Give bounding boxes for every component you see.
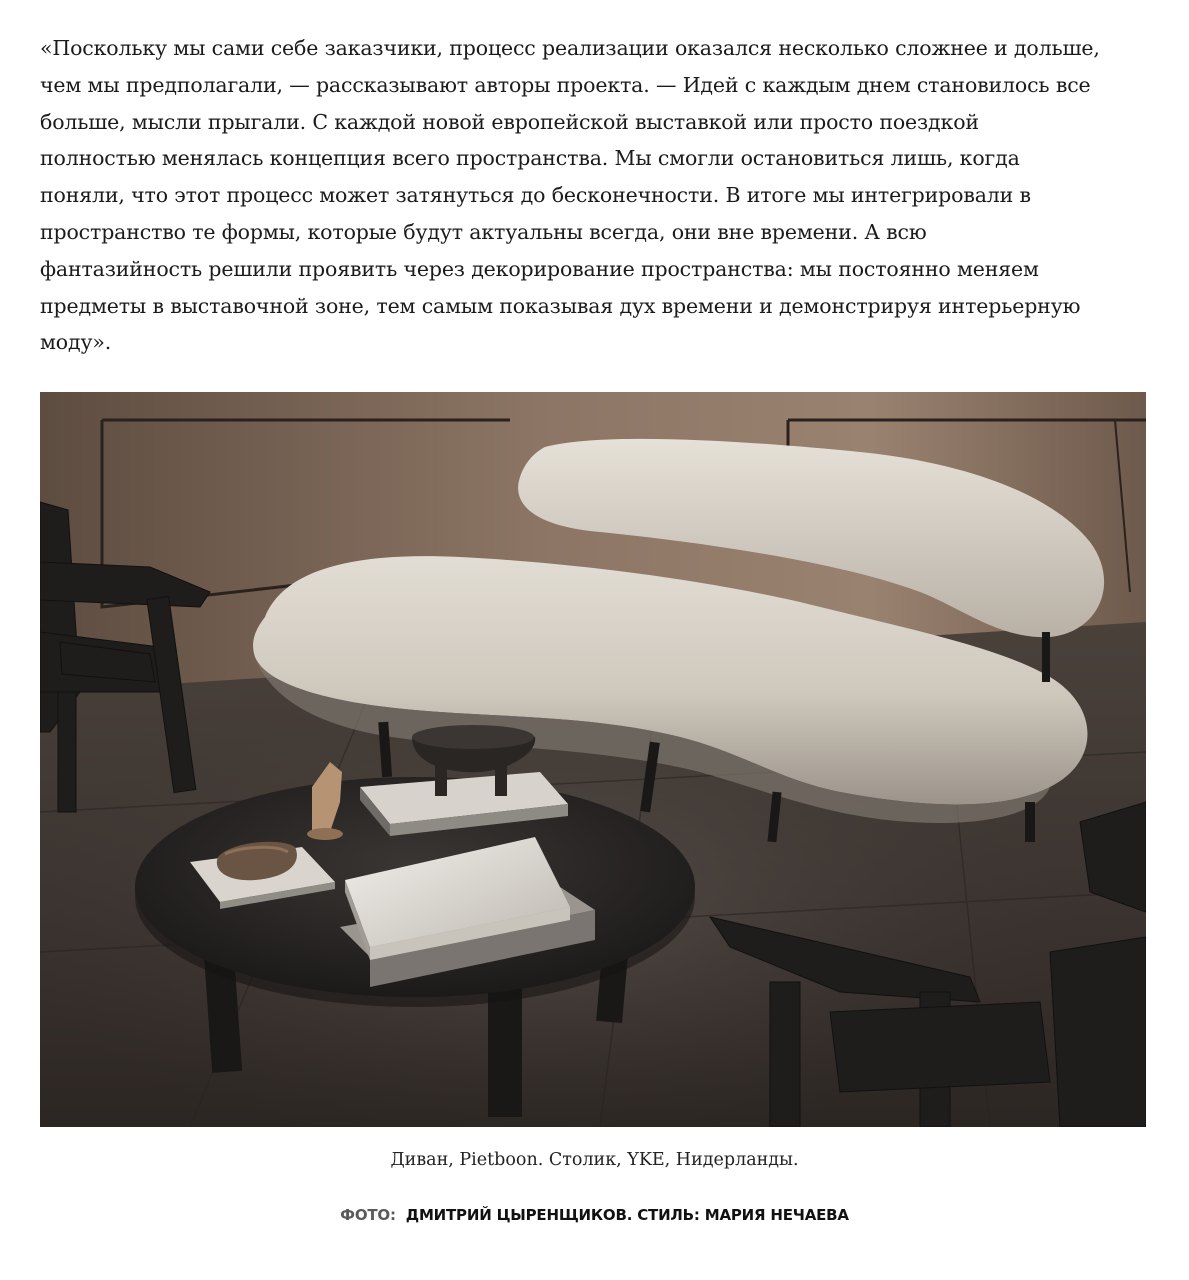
interior-photo-illustration [40,392,1146,1127]
paragraph-line: больше, мысли прыгали. С каждой новой европейской выставкой или просто поездкой [40,109,979,134]
paragraph-line: предметы в выставочной зоне, тем самым показывая дух времени и демонстрируя интерьерную [40,293,1081,318]
paragraph-line: моду». [40,330,112,355]
paragraph-line: фантазийность решили проявить через декорирование пространства: мы постоянно меняем [40,256,1039,281]
paragraph-line: поняли, что этот процесс может затянуться до бесконечности. В итоге мы интегрировали в [40,183,1031,208]
photo-caption: Диван, Pietboon. Столик, YKE, Нидерланды. [390,1150,799,1170]
paragraph-line: «Поскольку мы сами себе заказчики, процесс реализации оказался несколько сложнее и дольше, [40,36,1100,60]
paragraph-line: полностью менялась концепция всего пространства. Мы смогли остановиться лишь, когда [40,146,1020,171]
paragraph-line: пространство те формы, которые будут актуальны всегда, они вне времени. А всю [40,219,927,244]
paragraph-line: чем мы предполагали, — рассказывают авторы проекта. — Идей с каждым днем становилось все [40,72,1091,97]
article-paragraph [40,30,1152,361]
credits-text: ДМИТРИЙ ЦЫРЕНЩИКОВ. СТИЛЬ: МАРИЯ НЕЧАЕВА [405,1206,849,1224]
credits-label: ФОТО: [340,1206,396,1224]
photo-credits [0,1206,1189,1224]
interior-photo [40,392,1146,1127]
